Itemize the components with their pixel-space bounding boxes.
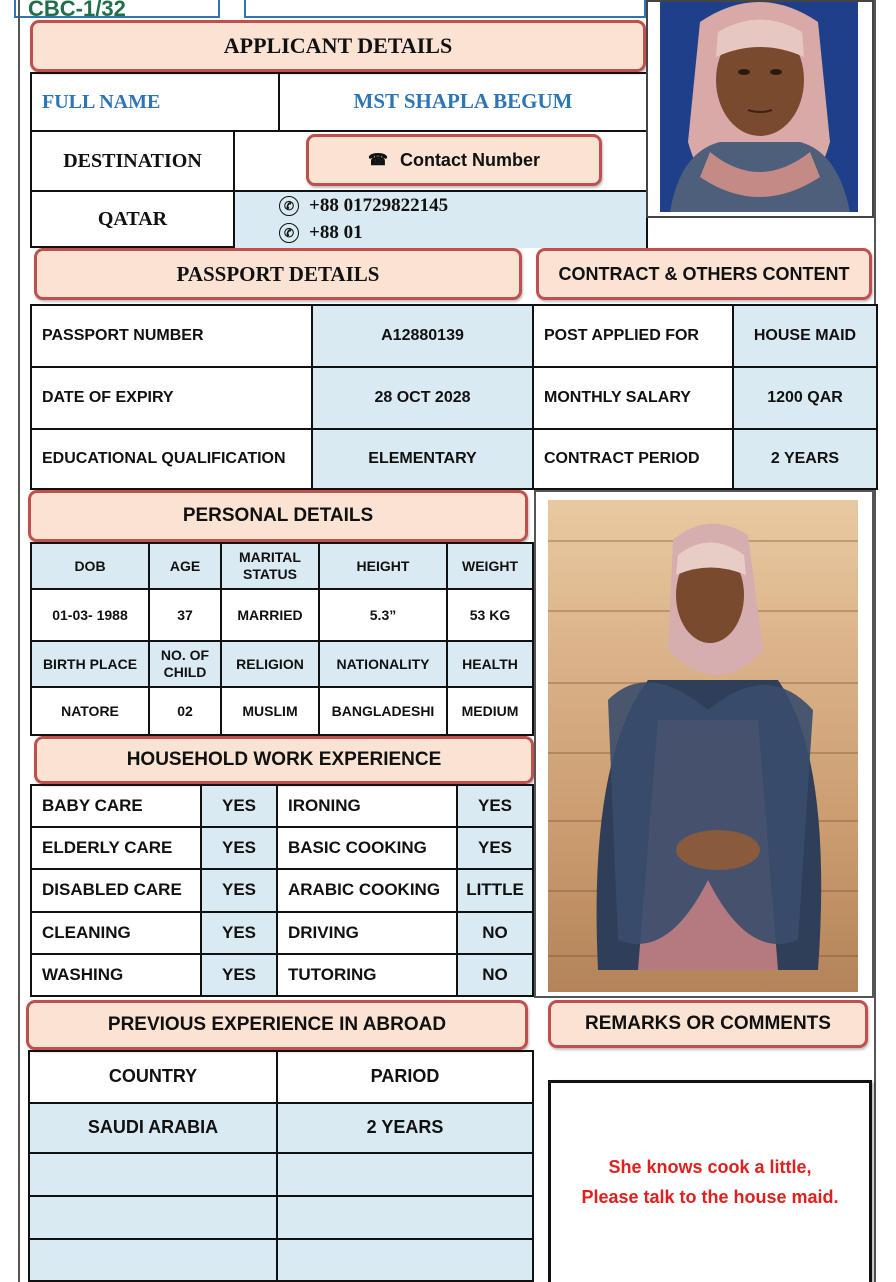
no-of-child-value: 02 (177, 702, 193, 719)
full-body-figure (548, 500, 858, 992)
remarks-text: She knows cook a little, Please talk to the house maid. (581, 1156, 839, 1207)
household-answer: YES (477, 795, 513, 815)
destination-label: DESTINATION (63, 150, 202, 172)
contact-number-label: Contact Number (399, 149, 540, 170)
top-code-box (14, 0, 220, 18)
table-row (31, 954, 533, 996)
age-label: AGE (169, 557, 201, 574)
no-of-child-label: NO. OF CHILD (160, 647, 210, 680)
household-task: TUTORING (288, 964, 377, 984)
table-row (31, 869, 533, 912)
monthly-salary-label: MONTHLY SALARY (544, 389, 691, 407)
household-answer: YES (221, 837, 257, 857)
applicant-details-header: APPLICANT DETAILS (30, 20, 646, 72)
phone-number-2: +88 01 (309, 222, 363, 243)
household-answer: YES (477, 837, 513, 857)
telephone-icon: ☎ (368, 152, 388, 169)
contract-header: CONTRACT & OTHERS CONTENT (536, 248, 872, 300)
monthly-salary-value: 1200 QAR (767, 389, 843, 407)
passport-number-value: A12880139 (381, 327, 464, 345)
phone-number-1: +88 01729822145 (309, 195, 449, 216)
height-value: 5.3” (369, 606, 397, 623)
household-task: ELDERLY CARE (42, 837, 173, 857)
weight-value: 53 KG (469, 606, 511, 623)
previous-experience-table (28, 1050, 534, 1282)
contact-number-header (306, 134, 602, 186)
full-name-value: MST SHAPLA BEGUM (353, 89, 573, 114)
country-column-header: COUNTRY (108, 1066, 198, 1087)
household-task: DISABLED CARE (42, 880, 182, 900)
dob-label: DOB (74, 557, 106, 574)
dob-value: 01-03- 1988 (52, 606, 128, 623)
nationality-label: NATIONALITY (336, 655, 430, 672)
contract-period-label: CONTRACT PERIOD (544, 450, 700, 468)
post-applied-label: POST APPLIED FOR (544, 327, 699, 345)
destination-value: QATAR (97, 208, 168, 230)
portrait-frame (646, 0, 874, 218)
household-answer: NO (482, 922, 508, 942)
passport-number-label: PASSPORT NUMBER (42, 327, 204, 345)
top-code: CBC-1/32 (28, 0, 126, 18)
table-row (31, 785, 533, 827)
post-applied-value: HOUSE MAID (753, 327, 857, 345)
phones-cell (233, 190, 648, 248)
household-experience-header: HOUSEHOLD WORK EXPERIENCE (34, 736, 534, 784)
period-column-header: PARIOD (370, 1066, 440, 1087)
date-of-expiry-label: DATE OF EXPIRY (42, 389, 174, 407)
full-body-photo-frame (534, 490, 874, 998)
table-row (29, 1239, 533, 1281)
household-task: CLEANING (42, 922, 131, 942)
household-answer: YES (221, 795, 257, 815)
full-body-photo (548, 500, 858, 992)
table-row (29, 1196, 533, 1239)
household-answer: YES (221, 880, 257, 900)
household-experience-table (30, 784, 534, 997)
marital-status-label: MARITAL STATUS (239, 549, 301, 582)
household-task: DRIVING (288, 922, 359, 942)
phone-row-2 (279, 222, 363, 244)
remarks-box (548, 1080, 872, 1282)
date-of-expiry-value: 28 OCT 2028 (374, 389, 471, 407)
page-frame-left (18, 0, 20, 1282)
household-task: BASIC COOKING (288, 837, 427, 857)
birth-place-value: NATORE (61, 702, 119, 719)
health-label: HEALTH (462, 655, 518, 672)
height-label: HEIGHT (356, 557, 410, 574)
destination-label-cell (30, 130, 235, 192)
full-name-label: FULL NAME (42, 91, 161, 113)
birth-place-label: BIRTH PLACE (42, 655, 138, 672)
weight-label: WEIGHT (462, 557, 518, 574)
passport-contract-table (30, 304, 878, 490)
marital-status-value: MARRIED (237, 606, 303, 623)
table-row (31, 543, 533, 589)
table-row (31, 687, 533, 735)
household-task: BABY CARE (42, 795, 143, 815)
remarks-header: REMARKS OR COMMENTS (548, 1000, 868, 1048)
household-answer: YES (221, 922, 257, 942)
table-row (31, 827, 533, 869)
full-name-value-cell (280, 72, 648, 132)
household-task: IRONING (288, 795, 361, 815)
health-value: MEDIUM (461, 702, 519, 719)
contract-period-value: 2 YEARS (770, 450, 840, 468)
table-row (31, 367, 877, 429)
personal-details-header: PERSONAL DETAILS (28, 490, 528, 542)
phone-circle-icon: ✆ (279, 223, 299, 243)
page-frame-right (874, 0, 876, 1282)
table-row (31, 589, 533, 641)
previous-experience-header: PREVIOUS EXPERIENCE IN ABROAD (26, 1000, 528, 1050)
education-label: EDUCATIONAL QUALIFICATION (42, 450, 286, 468)
age-value: 37 (177, 606, 193, 623)
household-task: WASHING (42, 964, 124, 984)
nationality-value: BANGLADESHI (331, 702, 435, 719)
portrait-figure (660, 2, 858, 212)
household-answer: NO (482, 964, 508, 984)
religion-value: MUSLIM (242, 702, 298, 719)
table-row (29, 1153, 533, 1196)
household-answer: YES (221, 964, 257, 984)
period-value: 2 YEARS (366, 1117, 444, 1138)
table-row (31, 429, 877, 489)
personal-details-table (30, 542, 534, 736)
country-value: SAUDI ARABIA (87, 1117, 219, 1138)
top-middle-box (244, 0, 646, 18)
household-answer: LITTLE (466, 880, 524, 900)
table-row (31, 641, 533, 687)
passport-details-header: PASSPORT DETAILS (34, 248, 522, 300)
phone-circle-icon: ✆ (279, 196, 299, 216)
education-value: ELEMENTARY (368, 450, 477, 468)
phone-row-1 (279, 195, 448, 217)
table-row (29, 1103, 533, 1153)
full-name-label-cell (30, 72, 280, 132)
table-row (29, 1051, 533, 1103)
household-task: ARABIC COOKING (288, 880, 441, 900)
table-row (31, 305, 877, 367)
portrait-photo (660, 2, 858, 212)
table-row (31, 912, 533, 954)
destination-value-cell (30, 190, 235, 248)
religion-label: RELIGION (236, 655, 304, 672)
